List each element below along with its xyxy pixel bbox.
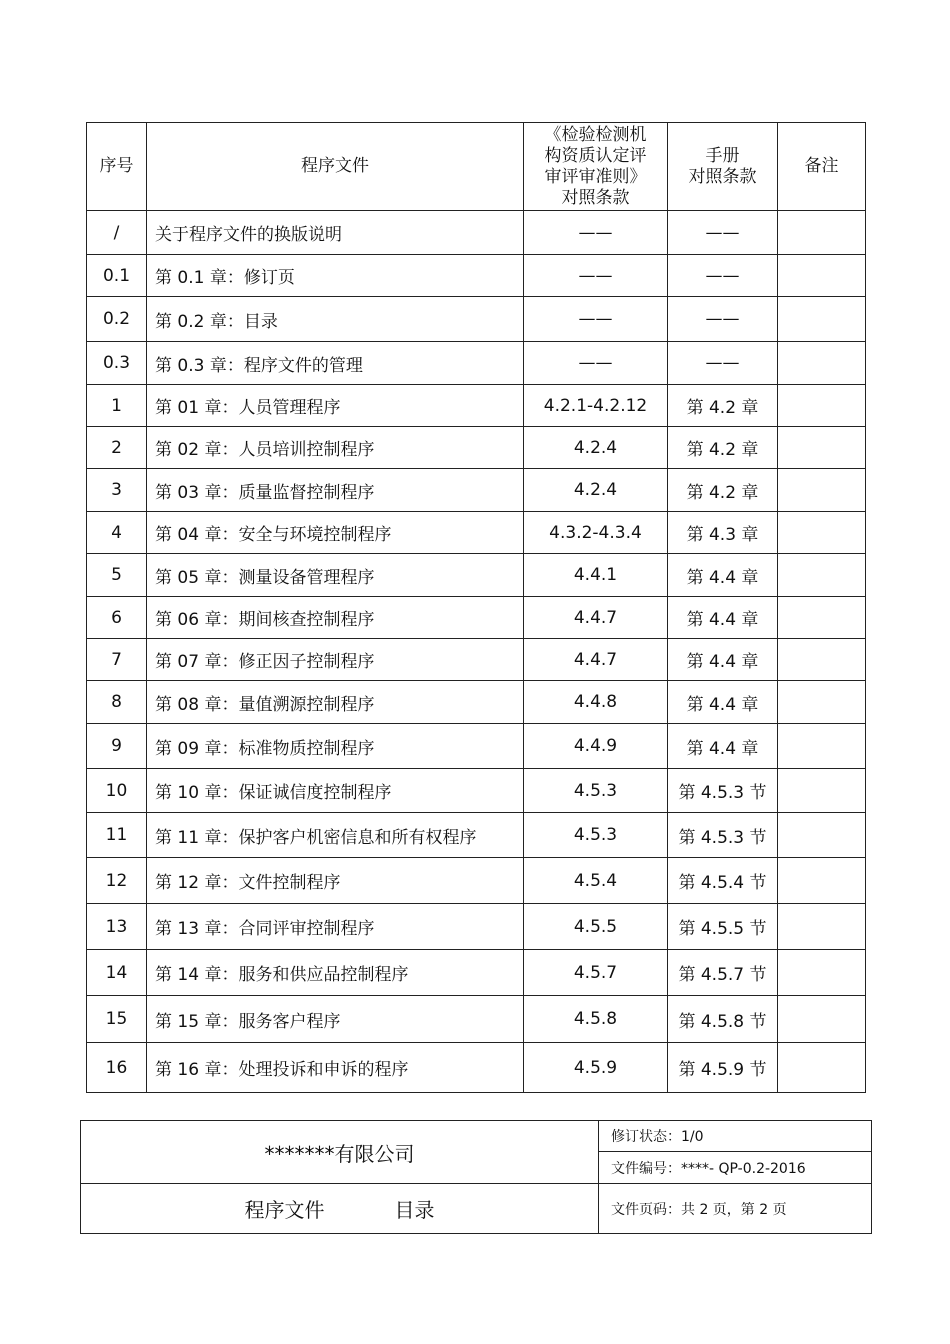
table-row (87, 858, 866, 904)
row-document-name: 第 02 章：人员培训控制程序 (147, 427, 524, 469)
row-document-name: 第 05 章：测量设备管理程序 (147, 554, 524, 597)
row-seq: 12 (87, 858, 147, 904)
header-standard-line: 构资质认定评 (544, 145, 647, 166)
row-manual-clause: 第 4.5.9 节 (668, 1043, 778, 1093)
row-seq: 7 (87, 639, 147, 681)
header-standard-line: 对照条款 (561, 187, 630, 208)
row-document-name: 第 14 章：服务和供应品控制程序 (147, 950, 524, 996)
row-manual-clause: 第 4.5.5 节 (668, 904, 778, 950)
row-note (778, 681, 866, 724)
row-note (778, 427, 866, 469)
row-standard-clause: 4.5.7 (524, 950, 668, 996)
row-manual-clause: 第 4.2 章 (668, 469, 778, 512)
row-seq: 2 (87, 427, 147, 469)
row-manual-clause: 第 4.5.8 节 (668, 996, 778, 1043)
row-document-name: 第 13 章：合同评审控制程序 (147, 904, 524, 950)
row-seq: 1 (87, 385, 147, 427)
row-standard-clause: 4.4.9 (524, 724, 668, 769)
document-footer (80, 1120, 872, 1234)
row-note (778, 639, 866, 681)
row-note (778, 724, 866, 769)
row-document-name: 第 01 章：人员管理程序 (147, 385, 524, 427)
table-row (87, 512, 866, 554)
row-seq: 14 (87, 950, 147, 996)
row-note (778, 769, 866, 813)
row-manual-clause: 第 4.5.3 节 (668, 769, 778, 813)
row-manual-clause: 第 4.5.3 节 (668, 813, 778, 858)
row-note (778, 385, 866, 427)
row-document-name: 第 10 章：保证诚信度控制程序 (147, 769, 524, 813)
row-standard-clause: 4.5.5 (524, 904, 668, 950)
row-note (778, 1043, 866, 1093)
row-document-name: 第 04 章：安全与环境控制程序 (147, 512, 524, 554)
company-name: *******有限公司 (81, 1121, 599, 1184)
row-note (778, 297, 866, 342)
row-manual-clause: 第 4.4 章 (668, 639, 778, 681)
row-note (778, 597, 866, 639)
row-seq: 0.2 (87, 297, 147, 342)
row-manual-clause: 第 4.2 章 (668, 385, 778, 427)
row-seq: 3 (87, 469, 147, 512)
row-manual-clause: 第 4.3 章 (668, 512, 778, 554)
row-standard-clause: 4.4.1 (524, 554, 668, 597)
row-document-name: 第 0.3 章：程序文件的管理 (147, 342, 524, 385)
row-seq: 8 (87, 681, 147, 724)
document-number: 文件编号：****- QP-0.2-2016 (599, 1152, 872, 1184)
document-title-type: 程序文件 (244, 1198, 325, 1222)
row-seq: 16 (87, 1043, 147, 1093)
row-note (778, 904, 866, 950)
row-manual-clause: —— (668, 297, 778, 342)
table-row (87, 904, 866, 950)
table-row (87, 950, 866, 996)
row-standard-clause: 4.2.4 (524, 427, 668, 469)
row-manual-clause: 第 4.4 章 (668, 597, 778, 639)
row-standard-clause: 4.5.3 (524, 813, 668, 858)
row-document-name: 第 03 章：质量监督控制程序 (147, 469, 524, 512)
table-row (87, 639, 866, 681)
table-row (87, 996, 866, 1043)
row-standard-clause: 4.5.3 (524, 769, 668, 813)
row-manual-clause: 第 4.2 章 (668, 427, 778, 469)
header-seq: 序号 (87, 123, 147, 211)
row-standard-clause: 4.5.9 (524, 1043, 668, 1093)
row-standard-clause: —— (524, 255, 668, 297)
revision-status: 修订状态：1/0 (599, 1121, 872, 1152)
table-row (87, 385, 866, 427)
row-seq: 11 (87, 813, 147, 858)
table-row (87, 469, 866, 512)
row-seq: 0.3 (87, 342, 147, 385)
table-row (87, 554, 866, 597)
row-document-name: 第 07 章：修正因子控制程序 (147, 639, 524, 681)
row-manual-clause: 第 4.4 章 (668, 724, 778, 769)
row-seq: 6 (87, 597, 147, 639)
program-document-table (86, 122, 866, 1093)
row-note (778, 255, 866, 297)
row-note (778, 211, 866, 255)
table-row (87, 427, 866, 469)
row-manual-clause: —— (668, 211, 778, 255)
table-row (87, 813, 866, 858)
row-note (778, 950, 866, 996)
row-seq: 4 (87, 512, 147, 554)
row-standard-clause: 4.4.8 (524, 681, 668, 724)
row-document-name: 关于程序文件的换版说明 (147, 211, 524, 255)
header-standard-line: 《检验检测机 (544, 124, 647, 145)
row-note (778, 342, 866, 385)
header-note: 备注 (778, 123, 866, 211)
header-manual-line: 对照条款 (688, 166, 757, 187)
header-doc: 程序文件 (147, 123, 524, 211)
row-standard-clause: 4.3.2-4.3.4 (524, 512, 668, 554)
row-standard-clause: 4.4.7 (524, 639, 668, 681)
table-row (87, 1043, 866, 1093)
row-document-name: 第 08 章：量值溯源控制程序 (147, 681, 524, 724)
table-header-row (87, 123, 866, 211)
row-document-name: 第 0.1 章：修订页 (147, 255, 524, 297)
table-row (87, 211, 866, 255)
table-row (87, 342, 866, 385)
page-info: 文件页码：共 2 页，第 2 页 (599, 1184, 872, 1234)
row-seq: 9 (87, 724, 147, 769)
row-seq: 10 (87, 769, 147, 813)
row-seq: / (87, 211, 147, 255)
table-row (87, 297, 866, 342)
row-note (778, 858, 866, 904)
header-standard-clause (524, 123, 668, 211)
row-document-name: 第 11 章：保护客户机密信息和所有权程序 (147, 813, 524, 858)
row-document-name: 第 06 章：期间核查控制程序 (147, 597, 524, 639)
row-standard-clause: —— (524, 211, 668, 255)
header-manual-clause (668, 123, 778, 211)
row-standard-clause: 4.5.4 (524, 858, 668, 904)
row-manual-clause: 第 4.5.4 节 (668, 858, 778, 904)
row-standard-clause: 4.4.7 (524, 597, 668, 639)
row-note (778, 469, 866, 512)
document-title-section: 目录 (394, 1198, 435, 1222)
row-document-name: 第 15 章：服务客户程序 (147, 996, 524, 1043)
header-manual-line: 手册 (705, 145, 740, 166)
row-standard-clause: 4.2.4 (524, 469, 668, 512)
row-seq: 0.1 (87, 255, 147, 297)
header-standard-line: 审评审准则》 (544, 166, 647, 187)
table-row (87, 724, 866, 769)
table-row (87, 597, 866, 639)
row-standard-clause: 4.2.1-4.2.12 (524, 385, 668, 427)
row-manual-clause: 第 4.5.7 节 (668, 950, 778, 996)
row-note (778, 996, 866, 1043)
row-note (778, 512, 866, 554)
table-row (87, 769, 866, 813)
row-seq: 13 (87, 904, 147, 950)
row-note (778, 554, 866, 597)
row-standard-clause: 4.5.8 (524, 996, 668, 1043)
table-row (87, 255, 866, 297)
row-manual-clause: —— (668, 342, 778, 385)
row-standard-clause: —— (524, 297, 668, 342)
table-body (87, 211, 866, 1093)
row-document-name: 第 16 章：处理投诉和申诉的程序 (147, 1043, 524, 1093)
row-standard-clause: —— (524, 342, 668, 385)
row-document-name: 第 12 章：文件控制程序 (147, 858, 524, 904)
row-manual-clause: —— (668, 255, 778, 297)
row-seq: 15 (87, 996, 147, 1043)
row-manual-clause: 第 4.4 章 (668, 554, 778, 597)
row-seq: 5 (87, 554, 147, 597)
document-title (81, 1184, 599, 1234)
row-document-name: 第 0.2 章：目录 (147, 297, 524, 342)
row-document-name: 第 09 章：标准物质控制程序 (147, 724, 524, 769)
table-row (87, 681, 866, 724)
row-note (778, 813, 866, 858)
row-manual-clause: 第 4.4 章 (668, 681, 778, 724)
